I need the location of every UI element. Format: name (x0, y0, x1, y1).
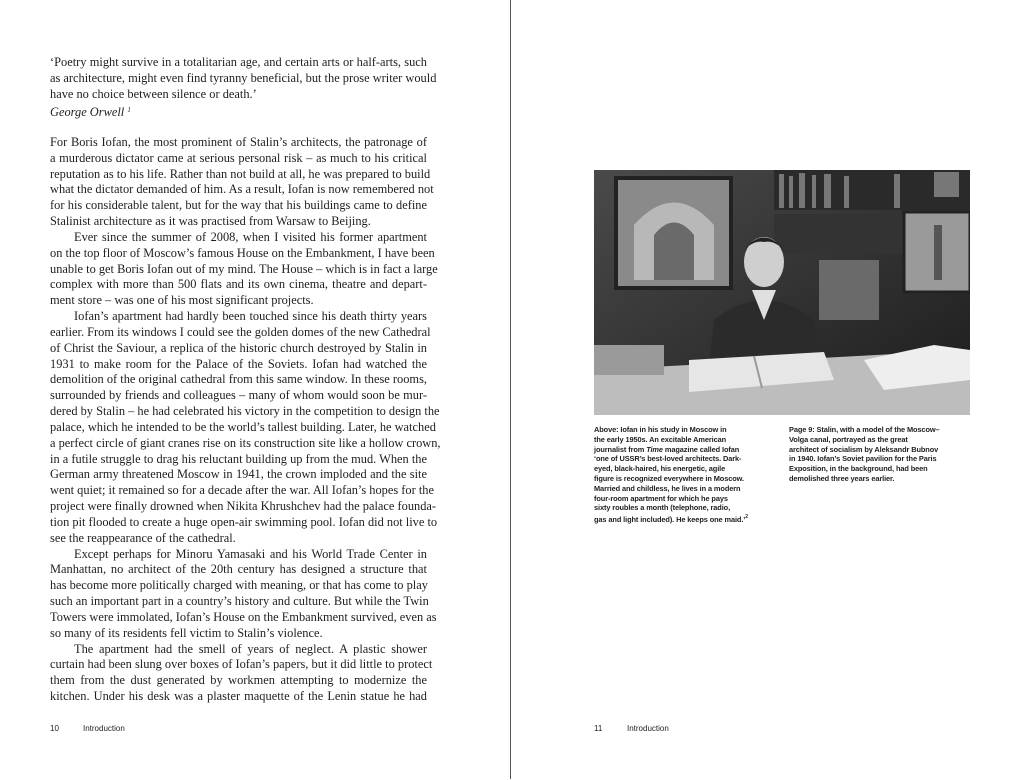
body-text (50, 135, 441, 705)
epigraph-line: ‘Poetry might survive in a totalitarian age, and certain arts or half-arts, such (50, 55, 427, 69)
body-line: surrounded by friends and colleagues – many of whom would soon be mur- (50, 388, 427, 403)
body-line: dered by Stalin – he had celebrated his victory in the competition to design the (50, 404, 440, 419)
caption-line: journalist from Time magazine called Iofan (594, 444, 740, 454)
body-line: in a futile struggle to drag his reluctant building up from the mud. When the (50, 451, 427, 466)
body-line: The apartment had the smell of years of neglect. A plastic shower (74, 641, 427, 656)
body-line: German army threatened Moscow in 1941, the crown imploded and the site (50, 467, 427, 482)
running-footer: Introduction (627, 724, 669, 733)
body-line: unable to get Boris Iofan out of my mind. The House – which is in fact a large (50, 261, 438, 276)
epigraph-line: as architecture, might even find tyranny beneficial, but the prose writer would (50, 71, 437, 85)
body-line: Iofan’s apartment had hardly been touched since his death thirty years (74, 309, 427, 324)
caption-line: Volga canal, portrayed as the great (789, 434, 908, 444)
body-line: Ever since the summer of 2008, when I visited his former apartment (74, 229, 427, 244)
body-line: Towers were immolated, Iofan’s House on the Embankment survived, even as (50, 609, 437, 624)
body-line: on the top floor of Moscow’s famous House on the Embankment, I have been (50, 245, 435, 260)
caption-line (594, 513, 778, 525)
photo-caption-right (789, 425, 973, 484)
author-name: George Orwell (50, 105, 125, 119)
caption-line: Married and childless, he lives in a modern (594, 483, 741, 493)
caption-line: the early 1950s. An excitable American (594, 434, 727, 444)
epigraph-line: have no choice between silence or death.’ (50, 87, 257, 101)
right-page (511, 0, 1019, 779)
body-line: palace, which he intended to be the world’s tallest building. Later, he watched (50, 419, 436, 434)
body-line: has become more politically charged with meaning, or that has come to play (50, 578, 428, 593)
body-line: Manhattan, no architect of the 20th century has designed a structure that (50, 562, 427, 577)
footnote-ref: 2 (745, 514, 748, 521)
body-line: curtain had been slung over boxes of Iofan’s papers, but it did little to protect (50, 657, 433, 672)
caption-line: architect of socialism by Aleksandr Bubnov (789, 444, 939, 454)
photo-caption-left (594, 425, 778, 525)
body-line: for his considerable talent, but for the way that his buildings came to define (50, 198, 427, 213)
body-line: demolition of the original cathedral from this same window. In these rooms, (50, 372, 427, 387)
caption-line: ‘one of USSR’s best-loved architects. Dark- (594, 454, 742, 464)
body-line: a murderous dictator came at serious personal risk – as much to his critical (50, 150, 427, 165)
body-line: For Boris Iofan, the most prominent of Stalin’s architects, the patronage of (50, 135, 427, 149)
body-line: so many of its residents fell victim to Stalin’s violence. (50, 625, 323, 640)
caption-line: eyed, black-haired, his energetic, agile (594, 464, 726, 474)
body-line: kitchen. Under his desk was a plaster maquette of the Lenin statue he had (50, 688, 427, 703)
running-footer: Introduction (83, 724, 125, 733)
caption-line: Page 9: Stalin, with a model of the Moscow– (789, 425, 940, 434)
body-line: a perfect circle of giant cranes rise on its construction site like a hollow crown, (50, 435, 441, 450)
epigraph (50, 54, 437, 119)
epigraph-author (50, 102, 427, 118)
photo-image (594, 170, 970, 415)
caption-line: four-room apartment for which he pays (594, 493, 728, 503)
body-line: earlier. From its windows I could see the golden domes of the new Cathedral (50, 324, 431, 339)
footnote-ref: 1 (127, 106, 131, 114)
body-line: went quiet; it remained so for a decade after the war. All Iofan’s hopes for the (50, 483, 434, 498)
photo-iofan-study (594, 170, 970, 415)
body-line: ment store – was one of his most significant projects. (50, 293, 314, 308)
body-line: Except perhaps for Minoru Yamasaki and his World Trade Center in (74, 546, 427, 561)
caption-line: sixty roubles a month (telephone, radio, (594, 503, 731, 513)
body-line: see the reappearance of the cathedral. (50, 530, 236, 545)
caption-line: in 1940. Iofan’s Soviet pavilion for the Paris (789, 454, 937, 464)
page-number: 10 (50, 724, 59, 733)
caption-text: gas and light included). He keeps one maid.’ (594, 515, 746, 525)
body-line: project were finally drowned when Nikita Khrushchev had the palace founda- (50, 499, 437, 514)
body-line: what the dictator demanded of him. As a result, Iofan is now remembered not (50, 182, 434, 197)
body-line: of Christ the Saviour, a replica of the historic church destroyed by Stalin in (50, 340, 427, 355)
caption-line: Exposition, in the background, had been (789, 464, 928, 474)
body-line: complex with more than 500 flats and its own cinema, theatre and depart- (50, 277, 427, 292)
caption-line: demolished three years earlier. (789, 473, 895, 483)
caption-line: figure is recognized everywhere in Moscow. (594, 473, 744, 483)
body-line: Stalinist architecture as it was practised from Warsaw to Beijing. (50, 214, 371, 229)
page-number: 11 (594, 724, 603, 733)
body-line: reputation as to his life. Rather than not build at all, he was prepared to build (50, 166, 431, 181)
body-line: them from the dust generated by workmen attempting to modernize the (50, 673, 427, 688)
body-line: tion pit flooded to create a huge open-air swimming pool. Iofan did not live to (50, 514, 438, 529)
body-line: 1931 to make room for the Palace of the Soviets. Iofan had watched the (50, 356, 427, 371)
body-line: such an important part in a country’s history and culture. But while the Twin (50, 594, 429, 609)
caption-line: Above: Iofan in his study in Moscow in (594, 425, 727, 434)
